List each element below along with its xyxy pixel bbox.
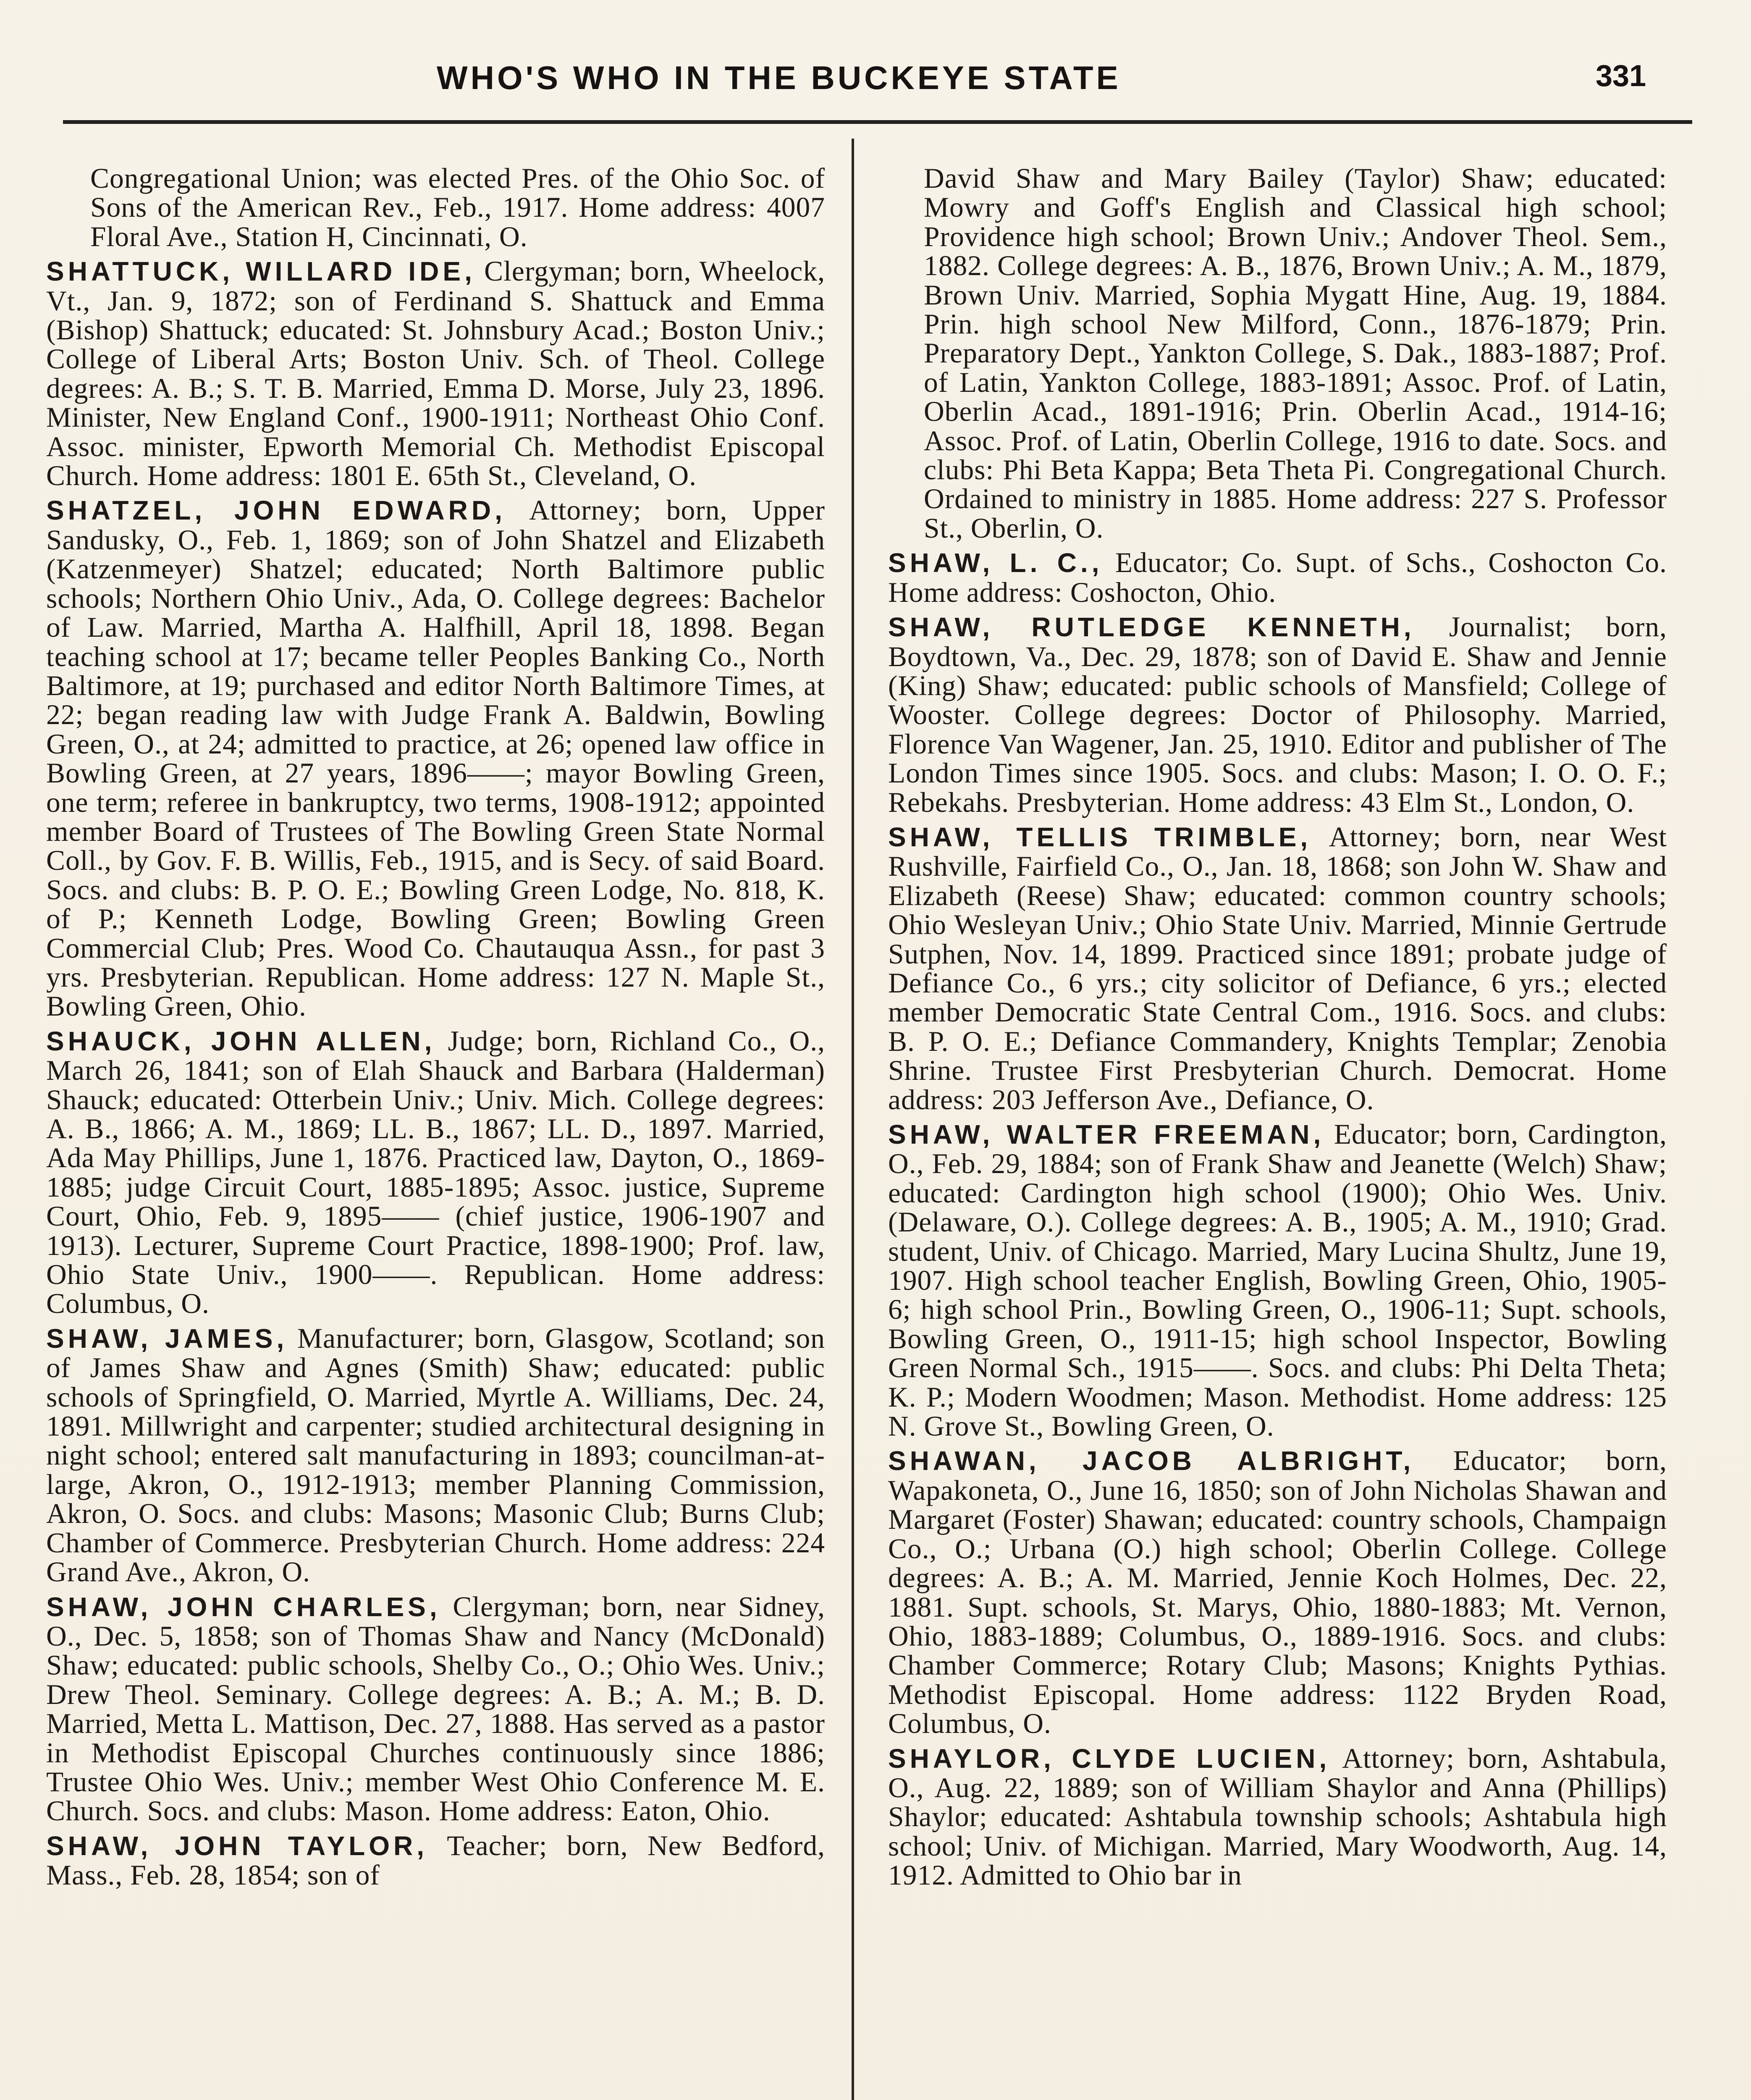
entry-name: SHAW, JOHN TAYLOR,: [46, 1830, 428, 1861]
entry-text: Judge; born, Richland Co., O., March 26, 1841; son of Elah Shauck and Barbara (Halderman) Shauck; educated: Otterbein Univ.; Univ. Mich. College degrees: A. B., 1866; A. M., 1869; LL. B., 1867; LL. D., 1897. Married, Ada May Phillips, June 1, 1876. Practiced law, Dayton, O., 1869-1885; judge Circuit Court, 1885-1895; Assoc. justice, Supreme Court, Ohio, Feb. 9, 1895—— (chief justice, 1906-1907 and 1913). Lecturer, Supreme Court Practice, 1898-1900; Prof. law, Ohio State Univ., 1900——. Republican. Home address: Columbus, O.: [46, 1025, 825, 1320]
entry-text: David Shaw and Mary Bailey (Taylor) Shaw; educated: Mowry and Goff's English and Classical high school; Providence high school; Brown Univ.; Andover Theol. Sem., 1882. College degrees: A. B., 1876, Brown Univ.; A. M., 1879, Brown Univ. Married, Sophia Mygatt Hine, Aug. 19, 1884. Prin. high school New Milford, Conn., 1876-1879; Prin. Preparatory Dept., Yankton College, S. Dak., 1883-1887; Prof. of Latin, Yankton College, 1883-1891; Assoc. Prof. of Latin, Oberlin Acad., 1891-1916; Prin. Oberlin Acad., 1914-16; Assoc. Prof. of Latin, Oberlin College, 1916 to date. Socs. and clubs: Phi Beta Kappa; Beta Theta Pi. Congregational Church. Ordained to ministry in 1885. Home address: 227 S. Professor St., Oberlin, O.: [924, 163, 1667, 544]
biography-entry: [888, 1446, 1667, 1738]
entry-name: SHAW, TELLIS TRIMBLE,: [888, 822, 1312, 852]
running-title: WHO'S WHO IN THE BUCKEYE STATE: [437, 59, 1121, 96]
biography-entry: [888, 822, 1667, 1114]
biography-entry: [46, 1831, 825, 1890]
biography-entry: [888, 612, 1667, 817]
biography-entry: [888, 1120, 1667, 1441]
biography-continuation: [888, 164, 1667, 543]
biography-entry: [888, 548, 1667, 607]
entry-text: Clergyman; born, Wheelock, Vt., Jan. 9, 1872; son of Ferdinand S. Shattuck and Emma (Bishop) Shattuck; educated: St. Johnsbury Acad.; Boston Univ.; College of Liberal Arts; Boston Univ. Sch. of Theol. College degrees: A. B.; S. T. B. Married, Emma D. Morse, July 23, 1896. Minister, New England Conf., 1900-1911; Northeast Ohio Conf. Assoc. minister, Epworth Memorial Ch. Methodist Episcopal Church. Home address: 1801 E. 65th St., Cleveland, O.: [46, 255, 826, 492]
entry-name: SHATZEL, JOHN EDWARD,: [46, 495, 506, 526]
entry-name: SHAW, RUTLEDGE KENNETH,: [888, 612, 1415, 643]
biography-entry: [46, 1324, 825, 1587]
right-column: [888, 164, 1667, 1895]
left-column: [46, 164, 825, 1895]
entry-text: Congregational Union; was elected Pres. of the Ohio Soc. of Sons of the American Rev., Feb., 1917. Home address: 4007 Floral Ave., Station H, Cincinnati, O.: [90, 163, 825, 252]
header-rule: [63, 120, 1692, 124]
entry-text: Manufacturer; born, Glasgow, Scotland; son of James Shaw and Agnes (Smith) Shaw; educated: public schools of Springfield, O. Married, Myrtle A. Williams, Dec. 24, 1891. Millwright and carpenter; studied architectural designing in night school; entered salt manufacturing in 1893; councilman-at-large, Akron, O., 1912-1913; member Planning Commission, Akron, O. Socs. and clubs: Masons; Masonic Club; Burns Club; Chamber of Commerce. Presbyterian Church. Home address: 224 Grand Ave., Akron, O.: [46, 1322, 826, 1588]
biography-entry: [888, 1744, 1667, 1890]
biography-entry: [46, 1592, 825, 1826]
biography-continuation: [46, 164, 825, 251]
page-number: 331: [1596, 59, 1646, 93]
entry-text: Attorney; born, near West Rushville, Fairfield Co., O., Jan. 18, 1868; son John W. Shaw and Elizabeth (Reese) Shaw; educated: common country schools; Ohio Wesleyan Univ.; Ohio State Univ. Married, Minnie Gertrude Sutphen, Nov. 14, 1899. Practiced since 1891; probate judge of Defiance Co., 6 yrs.; city solicitor of Defiance, 6 yrs.; elected member Democratic State Central Com., 1916. Socs. and clubs: B. P. O. E.; Defiance Commandery, Knights Templar; Zenobia Shrine. Trustee First Presbyterian Church. Democrat. Home address: 203 Jefferson Ave., Defiance, O.: [888, 821, 1667, 1116]
entry-name: SHATTUCK, WILLARD IDE,: [46, 256, 476, 287]
entry-text: Attorney; born, Upper Sandusky, O., Feb. 1, 1869; son of John Shatzel and Elizabeth (Katzenmeyer) Shatzel; educated; North Baltimore public schools; Northern Ohio Univ., Ada, O. College degrees: Bachelor of Law. Married, Martha A. Halfhill, April 18, 1898. Began teaching school at 17; became teller Peoples Banking Co., North Baltimore, at 19; purchased and editor North Baltimore Times, at 22; began reading law with Judge Frank A. Baldwin, Bowling Green, O., at 24; admitted to practice, at 26; opened law office in Bowling Green, at 27 years, 1896——; mayor Bowling Green, one term; referee in bankruptcy, two terms, 1908-1912; appointed member Board of Trustees of The Bowling Green State Normal Coll., by Gov. F. B. Willis, Feb., 1915, and is Secy. of said Board. Socs. and clubs: B. P. O. E.; Bowling Green Lodge, No. 818, K. of P.; Kenneth Lodge, Bowling Green; Bowling Green Commercial Club; Pres. Wood Co. Chautauqua Assn., for past 3 yrs. Presbyterian. Republican. Home address: 127 N. Maple St., Bowling Green, Ohio.: [46, 494, 825, 1022]
entry-text: Educator; born, Wapakoneta, O., June 16, 1850; son of John Nicholas Shawan and Margaret (Foster) Shawan; educated: country schools, Champaign Co., O.; Urbana (O.) high school; Oberlin College. College degrees: A. B.; A. M. Married, Jennie Koch Holmes, Dec. 22, 1881. Supt. schools, St. Marys, Ohio, 1880-1883; Mt. Vernon, Ohio, 1883-1889; Columbus, O., 1889-1916. Socs. and clubs: Chamber Commerce; Rotary Club; Masons; Knights Pythias. Methodist Episcopal. Home address: 1122 Bryden Road, Columbus, O.: [888, 1445, 1667, 1740]
entry-name: SHAW, L. C.,: [888, 548, 1103, 578]
column-divider: [852, 139, 854, 2100]
entry-text: Educator; born, Cardington, O., Feb. 29, 1884; son of Frank Shaw and Jeanette (Welch) Shaw; educated: Cardington high school (1900); Ohio Wes. Univ. (Delaware, O.). College degrees: A. B., 1905; A. M., 1910; Grad. student, Univ. of Chicago. Married, Mary Lucina Shultz, June 19, 1907. High school teacher English, Bowling Green, Ohio, 1905-6; high school Prin., Bowling Green, O., 1906-11; Supt. schools, Bowling Green, O., 1911-15; high school Inspector, Bowling Green Normal Sch., 1915——. Socs. and clubs: Phi Delta Theta; K. P.; Modern Woodmen; Mason. Methodist. Home address: 125 N. Grove St., Bowling Green, O.: [888, 1118, 1667, 1442]
entry-name: SHAUCK, JOHN ALLEN,: [46, 1026, 436, 1056]
biography-entry: [46, 257, 825, 490]
entry-text: Teacher; born, New Bedford, Mass., Feb. 28, 1854; son of: [46, 1830, 825, 1891]
entry-text: Educator; Co. Supt. of Schs., Coshocton Co. Home address: Coshocton, Ohio.: [888, 547, 1667, 608]
biography-entry: [46, 496, 825, 1021]
entry-name: SHAW, JOHN CHARLES,: [46, 1591, 441, 1622]
biography-entry: [46, 1026, 825, 1318]
entry-name: SHAWAN, JACOB ALBRIGHT,: [888, 1446, 1415, 1476]
entry-name: SHAW, WALTER FREEMAN,: [888, 1119, 1325, 1150]
entry-name: SHAYLOR, CLYDE LUCIEN,: [888, 1743, 1331, 1774]
entry-text: Attorney; born, Ashtabula, O., Aug. 22, 1889; son of William Shaylor and Anna (Phillips) Shaylor; educated: Ashtabula township schools; Ashtabula high school; Univ. of Michigan. Married, Mary Woodworth, Aug. 14, 1912. Admitted to Ohio bar in: [888, 1742, 1667, 1891]
entry-text: Clergyman; born, near Sidney, O., Dec. 5, 1858; son of Thomas Shaw and Nancy (McDonald) Shaw; educated: public schools, Shelby Co., O.; Ohio Wes. Univ.; Drew Theol. Seminary. College degrees: A. B.; A. M.; B. D. Married, Metta L. Mattison, Dec. 27, 1888. Has served as a pastor in Methodist Episcopal Churches continuously since 1886; Trustee Ohio Wes. Univ.; member West Ohio Conference M. E. Church. Socs. and clubs: Mason. Home address: Eaton, Ohio.: [46, 1591, 825, 1827]
entry-name: SHAW, JAMES,: [46, 1323, 288, 1354]
entry-text: Journalist; born, Boydtown, Va., Dec. 29, 1878; son of David E. Shaw and Jennie (King) Shaw; educated: public schools of Mansfield; College of Wooster. College degrees: Doctor of Philosophy. Married, Florence Van Wagener, Jan. 25, 1910. Editor and publisher of The London Times since 1905. Socs. and clubs: Mason; I. O. O. F.; Rebekahs. Presbyterian. Home address: 43 Elm St., London, O.: [888, 611, 1667, 818]
